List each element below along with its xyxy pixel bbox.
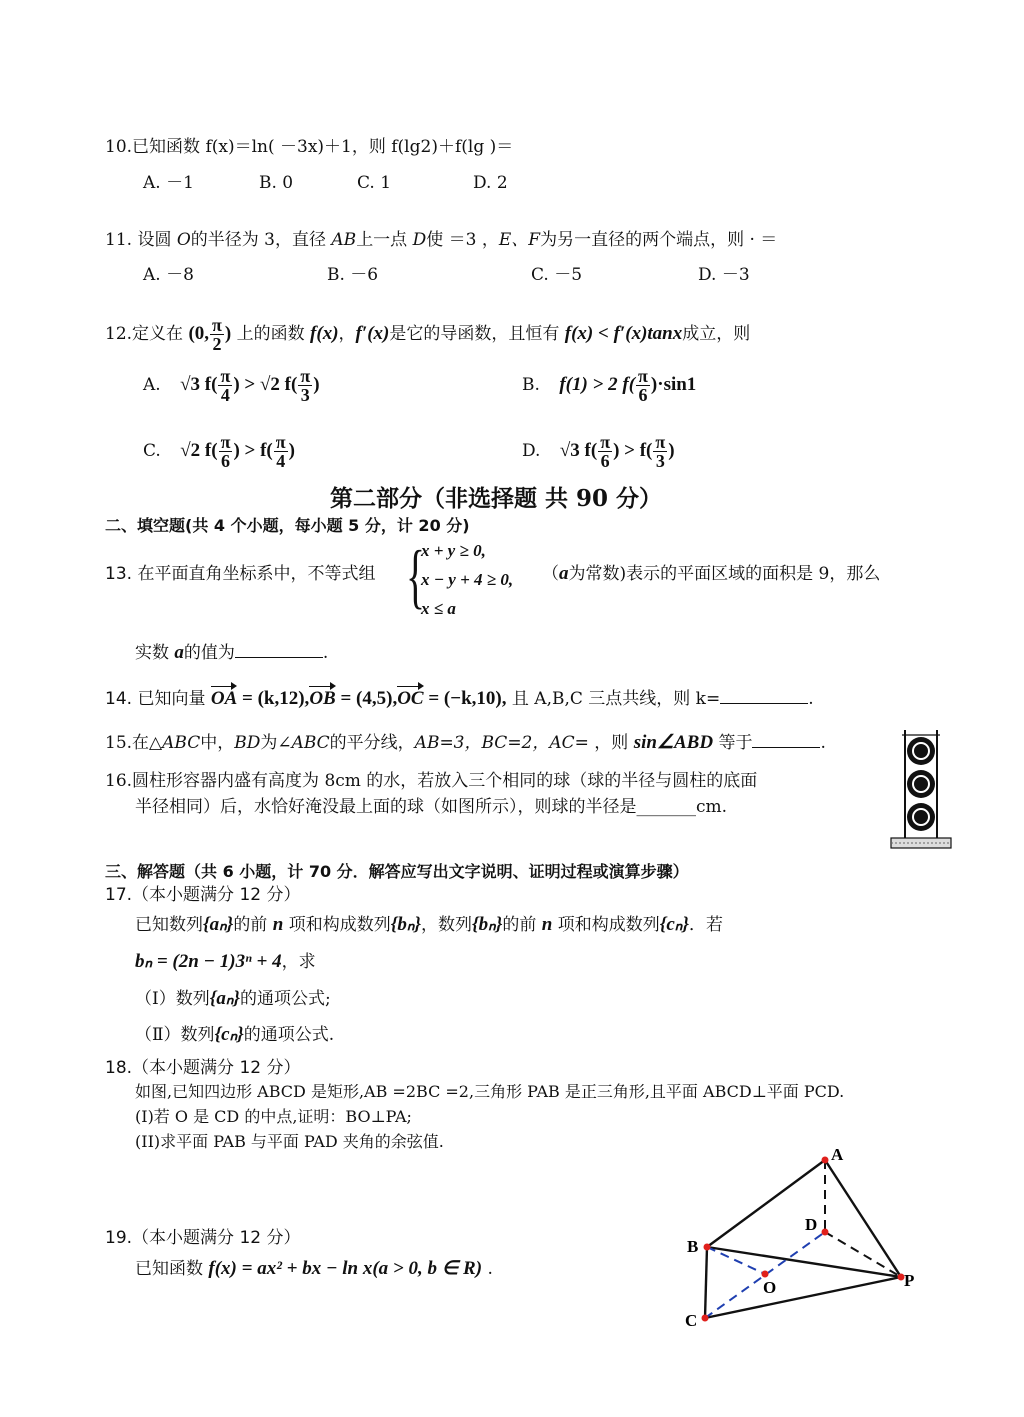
q17-seq-c: {cₙ}	[659, 914, 689, 935]
section3-title: 三、解答题（共 6 小题，计 70 分．解答应写出文字说明、证明过程或演算步骤）	[105, 862, 689, 881]
q15-answer-blank	[752, 747, 820, 748]
q15-text: .	[820, 733, 826, 753]
q17-seq-b: {bₙ}	[390, 914, 422, 935]
q15-text: 为∠	[260, 733, 292, 753]
q12-option-b	[522, 366, 696, 404]
edge-bp	[707, 1247, 901, 1277]
q11-text: 上一点	[356, 230, 413, 250]
q18-line-1: 如图,已知四边形 ABCD 是矩形,AB =2BC =2,三角形 PAB 是正三角形,且平面 ABCD⊥平面 PCD.	[135, 1082, 845, 1101]
q14-math: = (4,5),	[335, 688, 398, 709]
q16-line-2: 半径相同）后，水恰好淹没最上面的球（如图所示），则球的半径是_______cm.	[135, 797, 728, 817]
q12-frac-num: π	[275, 432, 286, 452]
q17-seq-a: {aₙ}	[203, 914, 234, 935]
q14-text: .	[808, 689, 814, 709]
q12-inequality: f(x) < f′(x)tanx	[564, 323, 683, 344]
q17-seq-b: {bₙ}	[472, 914, 503, 935]
q12-option-a	[143, 366, 320, 404]
q17-text: 的前	[502, 915, 542, 935]
label-p: P	[904, 1271, 915, 1290]
label-c: C	[685, 1311, 698, 1330]
q11-EF: E、F	[498, 230, 541, 250]
ball-bottom	[907, 803, 935, 831]
q13-text: 为常数)表示的平面区域的面积是 9，那么	[568, 564, 881, 584]
q12-text: 成立，则	[682, 324, 751, 344]
point-d	[822, 1229, 829, 1236]
q14-stem	[105, 688, 814, 710]
q12-stem	[105, 316, 750, 353]
q13-line-2	[135, 642, 328, 664]
q12-frac-den: 4	[220, 385, 230, 405]
q12-fraction	[598, 433, 612, 470]
q17-line-2	[135, 949, 316, 975]
q12-option-math: )	[288, 440, 295, 461]
q12-option-math: ) > √2 f(	[233, 374, 298, 395]
edge-bc	[705, 1247, 707, 1318]
q10-option-a: A. －1	[143, 173, 194, 193]
q17-n: n	[541, 914, 553, 935]
q12-frac-den: 3	[655, 451, 665, 471]
q13-stem-suffix	[542, 563, 880, 585]
q12-frac-den: 6	[600, 451, 610, 471]
q13-a: a	[174, 642, 184, 663]
cylinder-balls-figure	[888, 726, 954, 852]
q12-option-math: f(1) > 2 f(	[559, 374, 636, 395]
q12-fpx: f′(x)	[355, 323, 390, 344]
q12-fraction	[636, 367, 650, 404]
q15-sin: sin∠ABD	[633, 732, 714, 753]
q17-text: 的前	[233, 915, 273, 935]
q18-line-3: (II)求平面 PAB 与平面 PAD 夹角的余弦值.	[135, 1132, 444, 1151]
q17-seq-a: {aₙ}	[209, 988, 241, 1009]
q19-text: .	[482, 1259, 493, 1279]
q12-option-math: √3 f(	[559, 440, 598, 461]
q12-frac-den: 2	[212, 334, 222, 354]
q13-system-line-2: x − y + 4 ≥ 0,	[421, 570, 514, 589]
q12-option-label: D.	[522, 441, 541, 461]
q17-text: 项和构成数列	[283, 915, 391, 935]
q12-fraction	[219, 433, 233, 470]
q15-text: 的平分线，	[329, 733, 415, 753]
q11-D: D	[412, 230, 427, 250]
q12-fx: f(x)	[310, 323, 339, 344]
q11-text: 为另一直径的两个端点，则 · ＝	[540, 230, 778, 250]
q19-head: 19.（本小题满分 12 分）	[105, 1228, 301, 1248]
q11-AB: AB	[331, 230, 357, 250]
q12-option-c	[143, 432, 295, 470]
q12-option-math: ) > f(	[613, 440, 653, 461]
q12-interval-open: (0,	[188, 323, 210, 344]
ball-middle	[907, 770, 935, 798]
q13-system-line-1: x + y ≥ 0,	[421, 541, 486, 560]
q12-option-label: B.	[522, 375, 540, 395]
q17-text: 的通项公式.	[243, 1025, 335, 1045]
q14-math: = (−k,10),	[423, 688, 507, 709]
q12-text: 是它的导函数，且恒有	[389, 324, 565, 344]
label-d: D	[805, 1215, 818, 1234]
q10-option-b: B. 0	[259, 173, 294, 193]
q17-formula: bₙ = (2n − 1)3ⁿ + 4	[135, 951, 282, 972]
q12-fraction	[218, 367, 232, 404]
point-c	[702, 1315, 709, 1322]
point-b	[704, 1244, 711, 1251]
q12-option-math: ) > f(	[233, 440, 273, 461]
q17-part-1	[135, 986, 331, 1012]
q17-part-2	[135, 1022, 334, 1048]
q13-system-line-3: x ≤ a	[421, 599, 456, 618]
q19-formula: f(x) = ax² + bx − ln x(a > 0, b ∈ R)	[208, 1258, 483, 1279]
q11-option-a: A. －8	[143, 265, 194, 285]
q12-option-math: )	[668, 440, 675, 461]
q12-frac-num: π	[212, 315, 222, 335]
q12-frac-den: 6	[221, 451, 230, 471]
q17-text: （Ⅱ）数列	[135, 1025, 215, 1045]
q12-frac-num: π	[220, 366, 231, 386]
edge-ap	[825, 1160, 901, 1277]
q15-stem	[105, 732, 826, 754]
q12-option-d	[522, 432, 675, 470]
q11-stem	[105, 229, 777, 251]
q15-text: 15.在△	[105, 733, 163, 753]
q11-option-b: B. －6	[327, 265, 379, 285]
q13-text: 的值为	[183, 643, 235, 663]
label-b: B	[687, 1237, 699, 1256]
q13-text: 实数	[135, 643, 175, 663]
q15-abc: ABC	[291, 733, 330, 753]
q12-option-math: )·sin1	[650, 374, 697, 395]
q17-text: 项和构成数列	[552, 915, 660, 935]
q12-frac-num: π	[300, 366, 311, 386]
q17-n: n	[272, 914, 284, 935]
point-a	[822, 1157, 829, 1164]
q18-line-2: (I)若 O 是 CD 的中点,证明：BO⊥PA;	[135, 1107, 412, 1126]
q12-text: 上的函数	[231, 324, 311, 344]
q15-condition: AB=3，BC=2，AC=	[414, 733, 589, 753]
q17-line-1	[135, 912, 723, 938]
q12-option-math: √2 f(	[180, 440, 218, 461]
q12-frac-den: 3	[300, 385, 310, 405]
q15-text: ，则	[588, 733, 634, 753]
q14-vector-oc: OC	[397, 688, 424, 709]
pyramid-figure	[676, 1140, 926, 1336]
q17-head: 17.（本小题满分 12 分）	[105, 885, 301, 905]
q17-seq-c: {cₙ}	[214, 1024, 244, 1045]
q15-abc: ABC	[162, 733, 201, 753]
q12-frac-den: 6	[638, 385, 648, 405]
q12-text: ，	[338, 324, 356, 344]
q12-fraction	[653, 433, 667, 470]
q12-frac-num: π	[638, 366, 648, 386]
q12-frac-num: π	[600, 432, 611, 452]
q14-math: = (k,12),	[237, 688, 310, 709]
q17-text: 的通项公式;	[240, 989, 331, 1009]
q17-text: 已知数列	[135, 915, 203, 935]
q11-option-d: D. －3	[698, 265, 750, 285]
q12-number: 12.	[105, 324, 133, 344]
q13-answer-blank	[235, 657, 323, 658]
q12-fraction	[274, 433, 288, 470]
q10-option-d: D. 2	[473, 173, 508, 193]
q10-option-c: C. 1	[357, 173, 392, 193]
q15-text: 等于	[713, 733, 753, 753]
q13-text: .	[322, 643, 329, 663]
ball-top	[907, 737, 935, 765]
q17-text: ．若	[688, 915, 723, 935]
q12-option-label: C.	[143, 441, 161, 461]
q12-option-math: √3 f(	[180, 374, 218, 395]
part2-title: 第二部分（非选择题 共 90 分）	[330, 485, 663, 512]
q15-text: 中，	[200, 733, 235, 753]
q11-O: O	[176, 230, 191, 250]
q19-text: 已知函数	[135, 1259, 209, 1279]
q12-frac-num: π	[655, 432, 666, 452]
q17-text: ，求	[281, 952, 316, 972]
q12-option-label: A.	[143, 375, 161, 395]
q12-fraction	[298, 367, 312, 404]
q13-a: a	[559, 563, 569, 584]
q17-text: （Ⅰ）数列	[135, 989, 210, 1009]
q13-text: （	[542, 564, 559, 584]
q12-fraction	[210, 316, 224, 353]
label-o: O	[763, 1278, 777, 1297]
q11-text: 使 ＝3 ，	[426, 230, 499, 250]
q16-line-1: 16.圆柱形容器内盛有高度为 8cm 的水，若放入三个相同的球（球的半径与圆柱的底面	[105, 771, 758, 791]
q14-text: 且 A,B,C 三点共线，则 k=	[506, 689, 721, 709]
q12-text: 定义在	[132, 324, 189, 344]
q17-text: ，数列	[421, 915, 473, 935]
q14-vector-oa: OA	[210, 688, 238, 709]
q14-text: 14. 已知向量	[105, 689, 211, 709]
point-o	[762, 1271, 769, 1278]
q18-head: 18.（本小题满分 12 分）	[105, 1058, 301, 1078]
q14-answer-blank	[720, 703, 808, 704]
q12-frac-num: π	[220, 432, 231, 452]
q19-line-1	[135, 1256, 493, 1282]
q12-option-math: )	[313, 374, 320, 395]
q13-brace: {	[406, 536, 426, 616]
q11-text: 11. 设圆	[105, 230, 177, 250]
q12-frac-den: 4	[276, 451, 286, 471]
label-a: A	[831, 1145, 844, 1164]
section2-title: 二、填空题(共 4 个小题，每小题 5 分，计 20 分)	[105, 516, 470, 535]
q11-option-c: C. －5	[531, 265, 583, 285]
q15-bd: BD	[234, 733, 261, 753]
q13-stem-prefix: 13. 在平面直角坐标系中，不等式组	[105, 564, 376, 584]
q11-text: 的半径为 3，直径	[190, 230, 332, 250]
q14-vector-ob: OB	[309, 688, 336, 709]
q12-interval-close: )	[224, 323, 232, 344]
q10-stem: 10.已知函数 f(x)＝ln( －3x)＋1，则 f(lg2)＋f(lg )＝	[105, 137, 514, 157]
